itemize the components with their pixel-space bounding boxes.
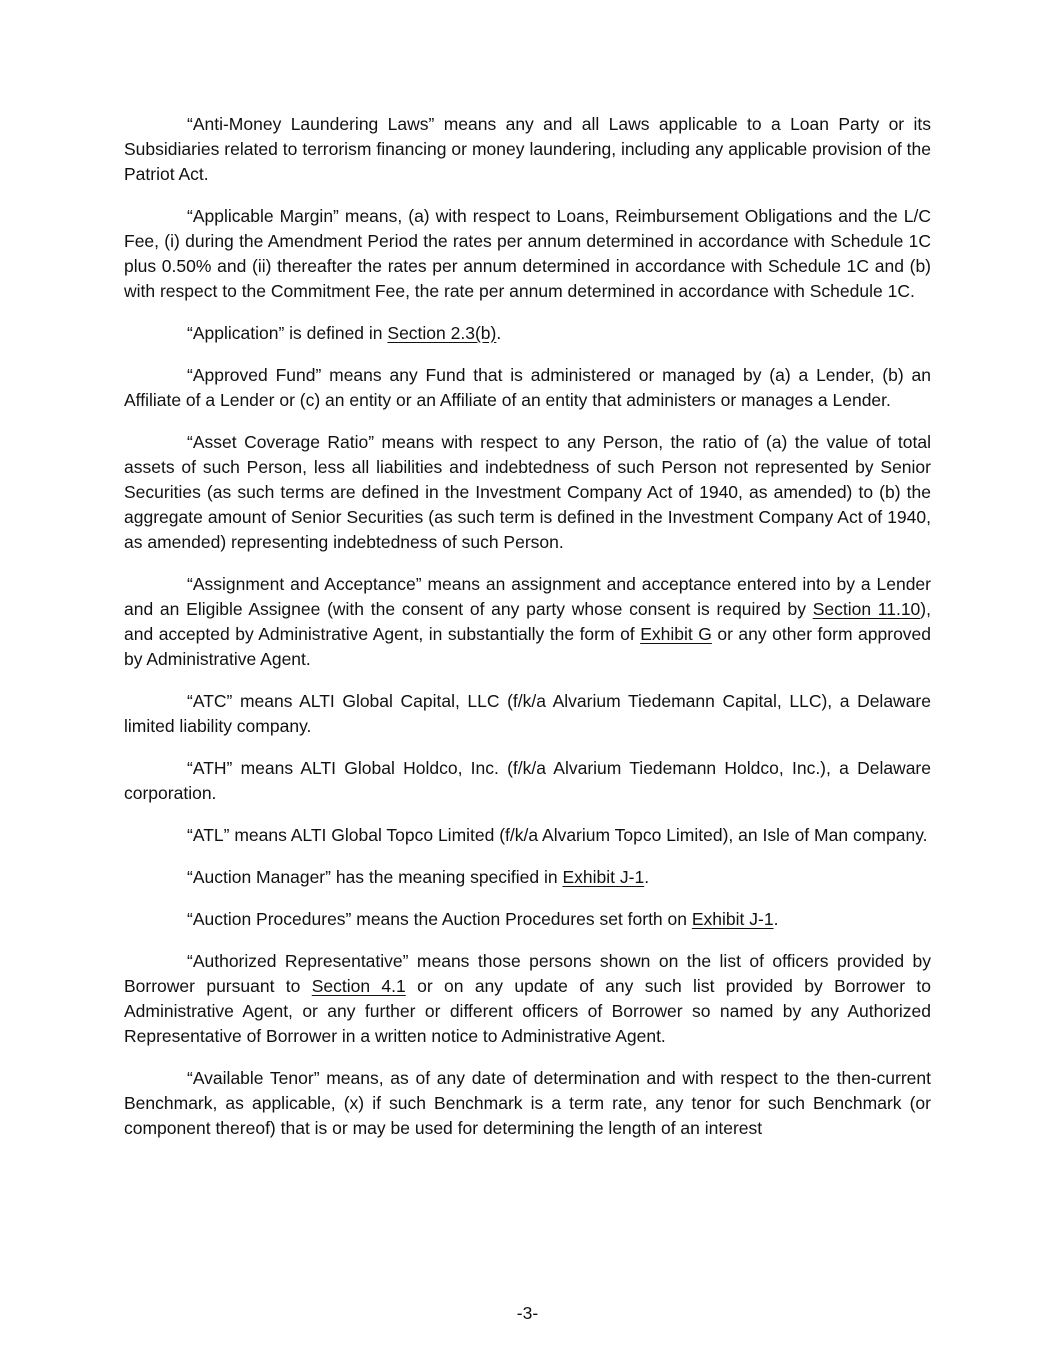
text-run: “Auction Procedures” means the Auction Procedures set forth on [187, 909, 692, 929]
paragraph [124, 430, 931, 555]
section-reference: Exhibit G [640, 624, 712, 644]
section-reference: Exhibit J-1 [562, 867, 645, 887]
text-run: “Available Tenor” means, as of any date of determination and with respect to the then-current Benchmark, as applicable, (x) if such Benchmark is a term rate, any tenor for such Benchmark (or component thereof) that is or may be used for determining the length of an interest [124, 1068, 931, 1138]
text-run: or any other form approved by Administrative Agent. [124, 624, 932, 669]
paragraph [124, 689, 931, 739]
text-run: “Applicable Margin” means, (a) with respect to Loans, Reimbursement Obligations and the L/C Fee, (i) during the Amendment Period the rates per annum determined in accordance with Schedule 1C plus 0.50% and (ii) thereafter the rates per annum determined in accordance with Schedule 1C and (b) with respect to the Commitment Fee, the rate per annum determined in accordance with Schedule 1C. [124, 206, 931, 301]
text-run: “ATL” means ALTI Global Topco Limited (f/k/a Alvarium Topco Limited), an Isle of Man company. [187, 825, 928, 845]
text-run: . [773, 909, 779, 929]
text-run: . [496, 323, 502, 343]
paragraph [124, 865, 931, 890]
text-run: . [644, 867, 650, 887]
text-run: “Assignment and Acceptance” means an assignment and acceptance entered into by a Lender and an Eligible Assignee (with the consent of any party whose consent is required by [124, 574, 931, 619]
text-run: “Asset Coverage Ratio” means with respect to any Person, the ratio of (a) the value of total assets of such Person, less all liabilities and indebtedness of such Person not represented by Senior Securities (as such terms are defined in the Investment Company Act of 1940, as amended) to (b) the aggregate amount of Senior Securities (as such term is defined in the Investment Company Act of 1940, as amended) representing indebtedness of such Person. [124, 432, 931, 552]
paragraph [124, 907, 931, 932]
paragraph [124, 204, 931, 304]
paragraph [124, 756, 931, 806]
text-run: ), and accepted by Administrative Agent, in substantially the form of [124, 599, 931, 644]
page-number: -3- [516, 1303, 539, 1323]
paragraph [124, 572, 931, 672]
section-reference: Section 11.10 [812, 599, 921, 619]
text-run: “ATH” means ALTI Global Holdco, Inc. (f/k/a Alvarium Tiedemann Holdco, Inc.), a Delaware corporation. [124, 758, 931, 803]
paragraph [124, 823, 931, 848]
section-reference: Section 2.3(b) [387, 323, 497, 343]
paragraph [124, 949, 931, 1049]
document-body [124, 112, 931, 1141]
text-run: or on any update of any such list provided by Borrower to Administrative Agent, or any further or different officers of Borrower so named by any Authorized Representative of Borrower in a written notice to Administrative Agent. [124, 976, 931, 1046]
paragraph [124, 321, 931, 346]
paragraph [124, 112, 931, 187]
section-reference: Section 4.1 [311, 976, 406, 996]
section-reference: Exhibit J-1 [691, 909, 774, 929]
text-run: “Auction Manager” has the meaning specified in [187, 867, 563, 887]
text-run: “Authorized Representative” means those persons shown on the list of officers provided by Borrower pursuant to [124, 951, 931, 996]
text-run: “Approved Fund” means any Fund that is administered or managed by (a) a Lender, (b) an Affiliate of a Lender or (c) an entity or an Affiliate of an entity that administers or manages a Lender. [124, 365, 931, 410]
text-run: “Application” is defined in [187, 323, 388, 343]
text-run: “Anti-Money Laundering Laws” means any and all Laws applicable to a Loan Party or its Subsidiaries related to terrorism financing or money laundering, including any applicable provision of the Patriot Act. [124, 114, 931, 184]
paragraph [124, 1066, 931, 1141]
paragraph [124, 363, 931, 413]
text-run: “ATC” means ALTI Global Capital, LLC (f/k/a Alvarium Tiedemann Capital, LLC), a Delaware limited liability company. [124, 691, 931, 736]
